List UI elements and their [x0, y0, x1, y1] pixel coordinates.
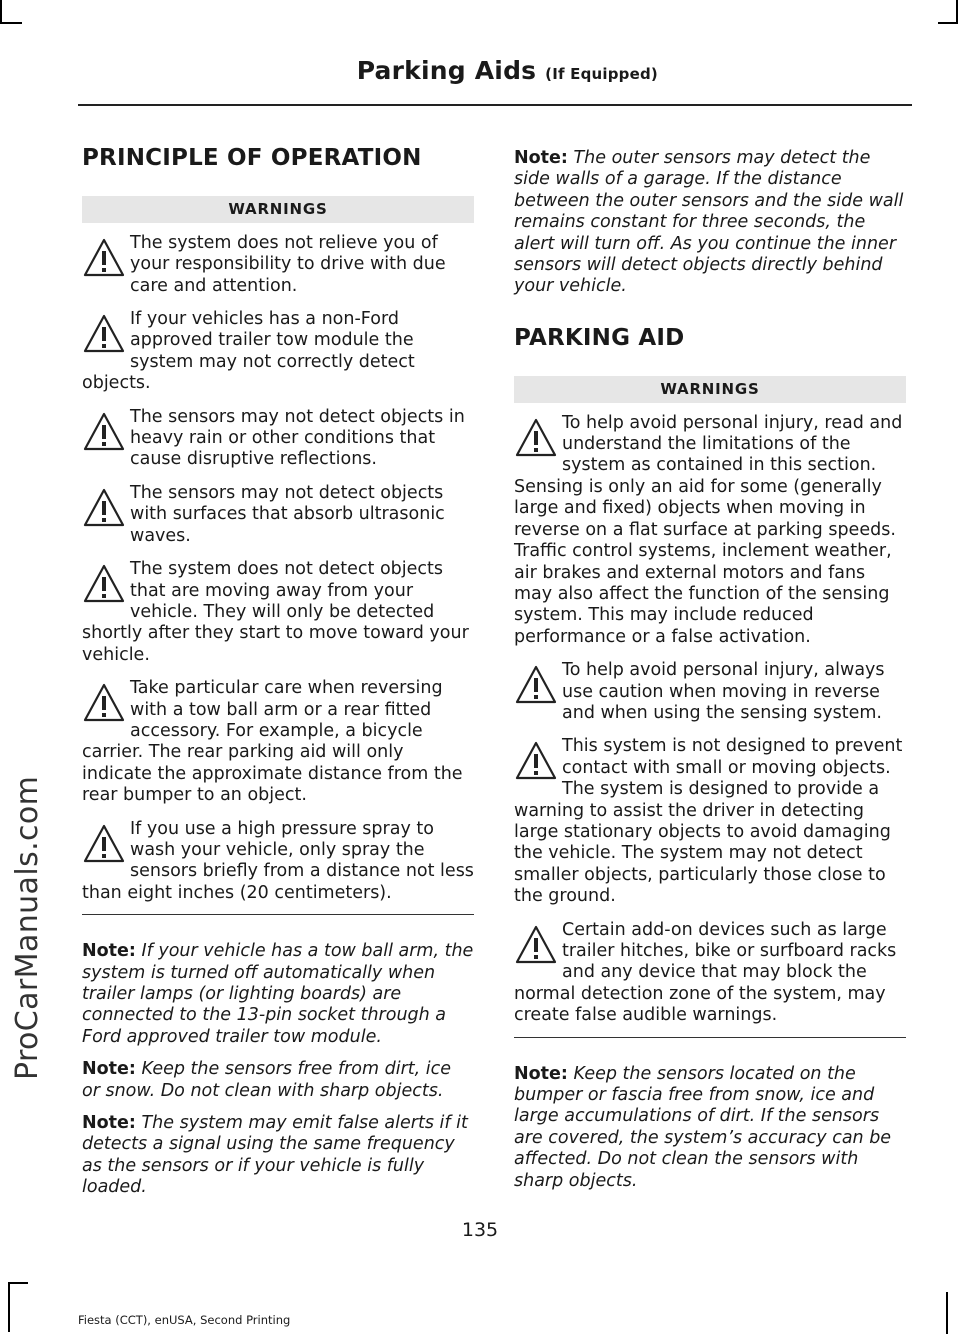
warning-triangle-icon	[82, 237, 130, 289]
warning-triangle-icon	[514, 417, 562, 469]
warning-text: This system is not designed to prevent contact with small or moving objects. The system is designed to provide a warning to assist the driver in detecting large stationary objects to avoid damaging the vehicle. The system may not detect smaller objects, particularly those close to the ground.	[514, 736, 903, 907]
page-number: 135	[461, 1219, 499, 1241]
warnings-heading: WARNINGS	[82, 196, 474, 222]
section-title-principle: PRINCIPLE OF OPERATION	[82, 145, 422, 171]
note-label: Note:	[82, 941, 136, 962]
warnings-heading: WARNINGS	[514, 376, 906, 402]
note-text: Keep the sensors located on the bumper or fascia free from snow, ice and large accumulations of dirt. If the sensors are covered, the system’s accuracy can be affected. Do not clean the sensors with sharp objects.	[514, 1063, 892, 1191]
note-paragraph	[82, 1113, 474, 1199]
warning-item	[82, 819, 474, 905]
warning-text: Certain add-on devices such as large trailer hitches, bike or surfboard racks and any device that may block the normal detection zone of the system, may create false audible warnings.	[514, 919, 897, 1026]
note-label: Note:	[82, 1113, 136, 1134]
note-paragraph	[514, 148, 906, 298]
warning-item	[82, 407, 474, 471]
note-paragraph	[82, 941, 474, 1048]
note-label: Note:	[82, 1059, 136, 1080]
warning-triangle-icon	[82, 487, 130, 539]
note-text: Keep the sensors free from dirt, ice or snow. Do not clean with sharp objects.	[82, 1059, 452, 1101]
warning-triangle-icon	[514, 924, 562, 976]
note-text: If your vehicle has a tow ball arm, the system is turned off automatically when trailer lamps (or lighting boards) are connected to the 13-pin socket through a Ford approved trailer tow module.	[82, 941, 474, 1047]
warning-triangle-icon	[82, 411, 130, 463]
header-subtitle: (If Equipped)	[545, 65, 658, 83]
crop-mark	[8, 1282, 28, 1284]
header-title: Parking Aids	[356, 56, 537, 85]
warning-text: Take particular care when reversing with a tow ball arm or a rear fitted accessory. For example, a bicycle carrier. The rear parking aid will only indicate the approximate distance from the rear bumper to an object.	[82, 678, 463, 806]
note-label: Note:	[514, 148, 568, 168]
note-paragraph	[82, 1059, 474, 1102]
warning-text: The system does not detect objects that are moving away from your vehicle. They will only be detected shortly after they start to move toward your vehicle.	[82, 559, 469, 665]
warning-item	[514, 920, 906, 1027]
warning-text: The sensors may not detect objects in heavy rain or other conditions that cause disruptive reflections.	[130, 406, 465, 470]
warning-item	[82, 559, 474, 666]
warning-triangle-icon	[82, 563, 130, 615]
header-rule	[78, 104, 912, 106]
warning-text: If you use a high pressure spray to wash your vehicle, only spray the sensors briefly from a distance not less than eight inches (20 centimeters).	[82, 818, 474, 903]
crop-mark	[0, 0, 2, 22]
note-text: The system may emit false alerts if it detects a signal using the same frequency as the sensors or if your vehicle is fully loaded.	[82, 1113, 468, 1198]
crop-mark	[946, 1292, 948, 1334]
warning-text: To help avoid personal injury, read and understand the limitations of the system as contained in this section. Sensing is only an aid for some (generally large and fixed) objects when moving in reverse on a flat surface at parking speeds. Traffic control systems, inclement weather, air brakes and external motors and fans may also affect the function of the sensing system. This may include reduced performance or a false activation.	[514, 412, 903, 647]
warning-item	[82, 678, 474, 806]
warning-item	[514, 660, 906, 724]
crop-mark	[8, 1282, 10, 1332]
warning-text: If your vehicles has a non-Ford approved trailer tow module the system may not correctly detect objects.	[82, 309, 415, 394]
warning-item	[514, 736, 906, 907]
note-text: The outer sensors may detect the side walls of a garage. If the distance between the outer sensors and the side wall remains constant for three seconds, the alert will turn off. As you continue the inner sensors will detect objects directly behind your vehicle.	[514, 148, 904, 297]
warning-triangle-icon	[82, 313, 130, 365]
page-header	[357, 56, 658, 85]
warning-triangle-icon	[514, 664, 562, 716]
crop-mark	[0, 22, 22, 24]
warning-text: The sensors may not detect objects with surfaces that absorb ultrasonic waves.	[130, 482, 445, 546]
warning-text: To help avoid personal injury, always use caution when moving in reverse and when using the sensing system.	[562, 660, 885, 723]
warning-triangle-icon	[82, 823, 130, 875]
crop-mark	[956, 0, 958, 22]
left-column	[82, 145, 474, 1199]
warning-triangle-icon	[82, 682, 130, 734]
footer-text: Fiesta (CCT), enUSA, Second Printing	[78, 1313, 291, 1327]
warning-item	[82, 233, 474, 297]
section-title-parking-aid: PARKING AID	[514, 324, 685, 351]
warning-item	[82, 309, 474, 395]
note-paragraph	[514, 1064, 906, 1192]
warning-item	[514, 413, 906, 648]
watermark: ProCarManuals.com	[10, 775, 45, 1080]
warning-triangle-icon	[514, 740, 562, 792]
warning-item	[82, 483, 474, 547]
warning-text: The system does not relieve you of your responsibility to drive with due care and attention.	[130, 232, 446, 296]
note-label: Note:	[514, 1063, 568, 1084]
right-column	[514, 148, 906, 1192]
crop-mark	[938, 22, 958, 24]
